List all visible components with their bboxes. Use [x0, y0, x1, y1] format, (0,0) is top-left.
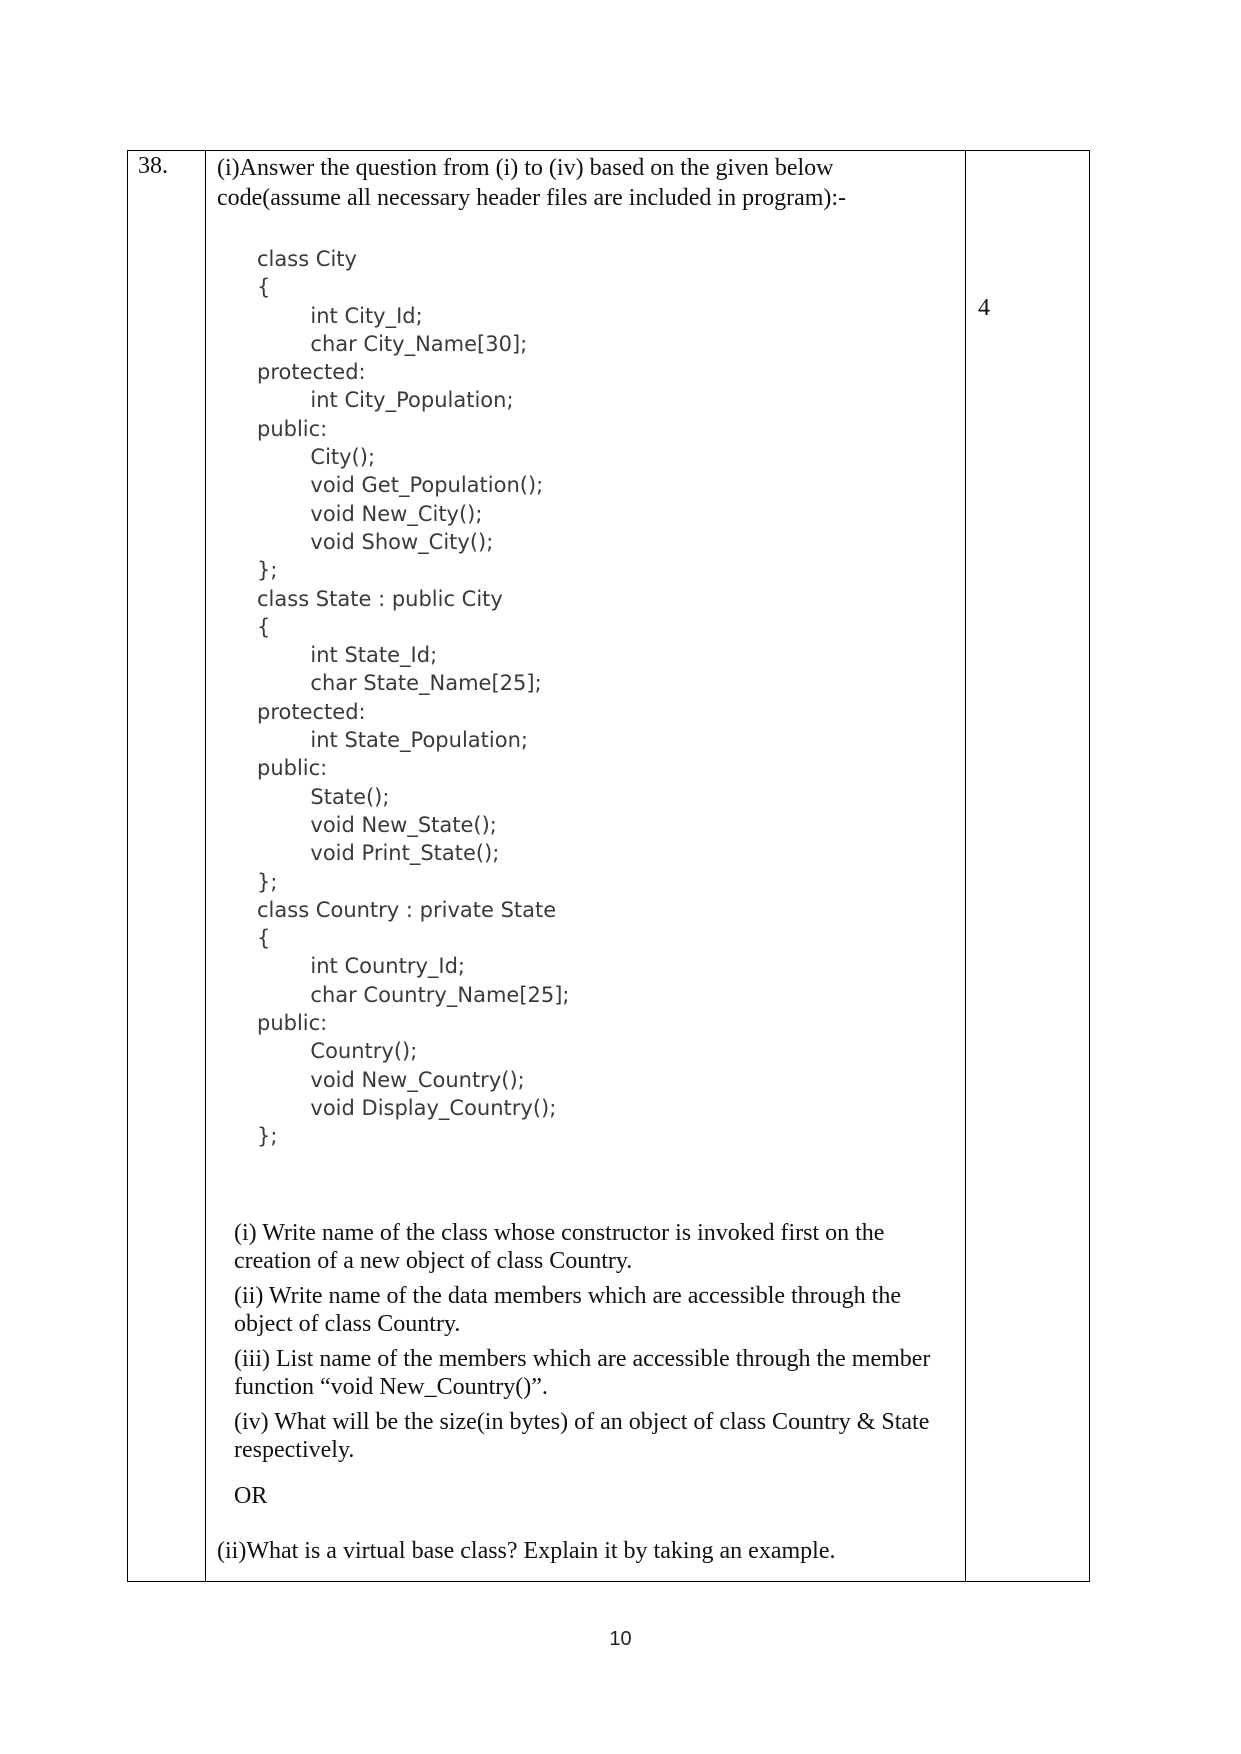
code-line: int City_Population;	[257, 388, 514, 413]
question-number-column	[128, 151, 206, 1581]
code-line: char City_Name[30];	[257, 331, 528, 356]
code-line: void Print_State();	[257, 841, 500, 866]
sub-question-2: (ii) Write name of the data members which are accessible through the object of class Country.	[234, 1283, 901, 1337]
code-line: {	[257, 275, 271, 300]
code-line: class City	[257, 247, 357, 271]
code-line: };	[257, 558, 278, 583]
sub-question-4: (iv) What will be the size(in bytes) of an object of class Country & State respectively.	[234, 1409, 930, 1463]
code-line: public:	[257, 1011, 328, 1036]
code-line: void Get_Population();	[257, 473, 544, 498]
question-table	[127, 150, 1090, 1582]
code-line: protected:	[257, 699, 366, 724]
code-line: };	[257, 1124, 278, 1149]
code-line: protected:	[257, 360, 366, 385]
page-number: 10	[609, 1628, 632, 1650]
code-line: class Country : private State	[257, 897, 557, 922]
code-line: char Country_Name[25];	[257, 982, 570, 1007]
code-line: void New_State();	[257, 812, 497, 837]
question-intro: (i)Answer the question from (i) to (iv) based on the given below code(assume all necessary header files are included in program):-	[217, 155, 847, 211]
code-line: void Display_Country();	[257, 1095, 557, 1120]
marks-column	[966, 151, 1089, 1581]
code-line: int City_Id;	[257, 303, 423, 328]
code-line: int State_Id;	[257, 643, 438, 668]
code-line: State();	[257, 784, 390, 809]
code-line: public:	[257, 756, 328, 781]
code-line: void New_Country();	[257, 1067, 525, 1092]
sub-question-1: (i) Write name of the class whose constructor is invoked first on the creation of a new object of class Country.	[234, 1220, 885, 1274]
code-listing	[257, 245, 570, 1151]
code-line: public:	[257, 416, 328, 441]
code-line: int State_Population;	[257, 728, 528, 753]
code-line: Country();	[257, 1039, 418, 1064]
code-line: void Show_City();	[257, 529, 494, 554]
code-line: class State : public City	[257, 586, 503, 611]
or-label: OR	[234, 1483, 268, 1509]
question-body-column	[206, 151, 966, 1581]
code-line: char State_Name[25];	[257, 671, 542, 696]
code-line: };	[257, 869, 278, 894]
code-line: {	[257, 926, 271, 951]
code-line: {	[257, 614, 271, 639]
code-line: City();	[257, 445, 376, 470]
question-number: 38.	[138, 153, 168, 179]
marks-value: 4	[978, 295, 990, 321]
code-line: int Country_Id;	[257, 954, 465, 979]
code-line: void New_City();	[257, 501, 483, 526]
alternative-question: (ii)What is a virtual base class? Explain it by taking an example.	[217, 1538, 836, 1564]
sub-question-3: (iii) List name of the members which are accessible through the member function “void New_Country()”.	[234, 1346, 931, 1400]
